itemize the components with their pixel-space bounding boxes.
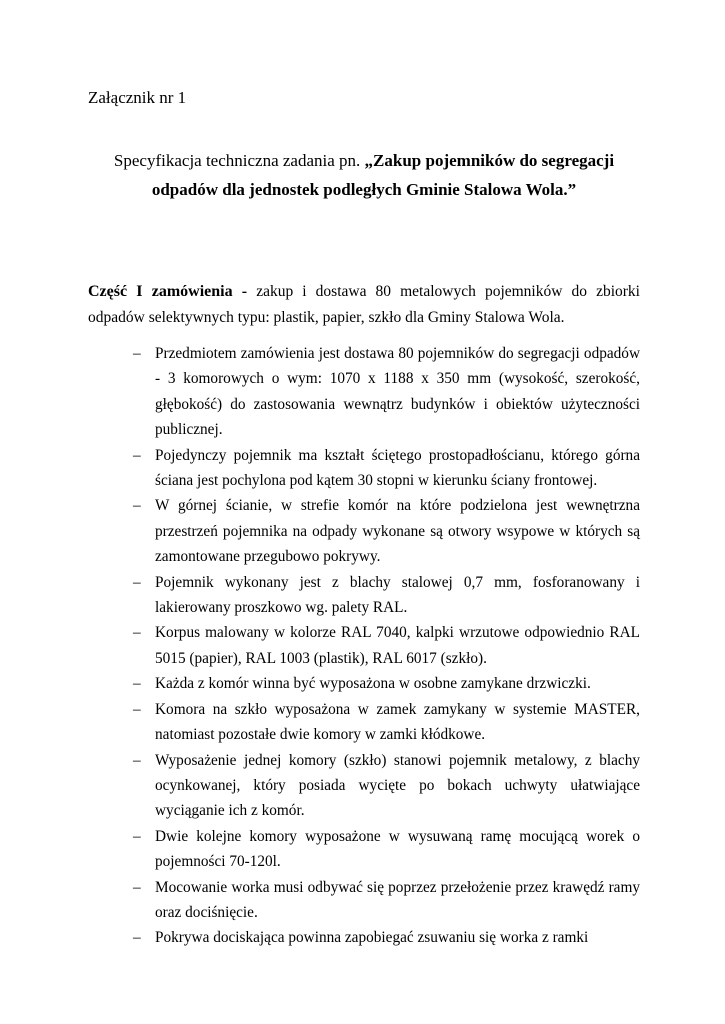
- dash-bullet: –: [133, 878, 141, 896]
- dash-bullet: –: [133, 624, 141, 642]
- dash-bullet: –: [133, 446, 141, 464]
- list-item: [133, 824, 640, 875]
- list-item-text: Pokrywa dociskająca powinna zapobiegać zsuwaniu się worka z ramki: [155, 929, 589, 947]
- list-item: [133, 620, 640, 671]
- dash-bullet: –: [133, 751, 141, 769]
- annex-label: Załącznik nr 1: [88, 88, 187, 107]
- specification-title: [88, 146, 640, 204]
- dash-bullet: –: [133, 700, 141, 718]
- list-item: [133, 341, 640, 443]
- title-bold: „Zakup pojemników do segregacji odpadów dla jednostek podległych Gminie Stalowa Wola.”: [151, 151, 615, 199]
- title-prefix: Specyfikacja techniczna zadania pn.: [113, 151, 365, 170]
- section-intro: [88, 279, 640, 331]
- section-text: zakup i dostawa 80 metalowych pojemników do zbiorki odpadów selektywnych typu: plastik, papier, szkło dla Gminy Stalowa Wola.: [88, 282, 640, 326]
- list-item-text: Korpus malowany w kolorze RAL 7040, kalpki wrzutowe odpowiednio RAL 5015 (papier), RAL 1003 (plastik), RAL 6017 (szkło).: [155, 624, 640, 667]
- list-item-text: Każda z komór winna być wyposażona w osobne zamykane drzwiczki.: [155, 675, 591, 693]
- list-item: [133, 697, 640, 748]
- dash-bullet: –: [133, 675, 141, 693]
- list-item: [133, 925, 640, 950]
- list-item: [133, 493, 640, 569]
- dash-bullet: –: [133, 827, 141, 845]
- dash-bullet: –: [133, 573, 141, 591]
- list-item: [133, 875, 640, 926]
- dash-bullet: –: [133, 497, 141, 515]
- list-item: [133, 443, 640, 494]
- list-item-text: Wyposażenie jednej komory (szkło) stanowi pojemnik metalowy, z blachy ocynkowanej, który posiada wycięte po bokach uchwyty ułatwiające wyciąganie ich z komór.: [155, 751, 640, 820]
- section-heading: Część I zamówienia -: [88, 282, 248, 300]
- list-item: [133, 671, 640, 696]
- specification-list: [133, 341, 640, 951]
- list-item-text: Dwie kolejne komory wyposażone w wysuwaną ramę mocującą worek o pojemności 70-120l.: [155, 827, 640, 871]
- list-item-text: Pojemnik wykonany jest z blachy stalowej 0,7 mm, fosforanowany i lakierowany proszkowo wg. palety RAL.: [155, 573, 640, 617]
- list-item: [133, 570, 640, 621]
- list-item: [133, 748, 640, 824]
- list-item-text: Pojedynczy pojemnik ma kształt ściętego prostopadłościanu, którego górna ściana jest pochylona pod kątem 30 stopni w kierunku ściany frontowej.: [155, 446, 640, 490]
- dash-bullet: –: [133, 929, 141, 947]
- list-item-text: W górnej ścianie, w strefie komór na które podzielona jest wewnętrzna przestrzeń pojemnika na odpady wykonane są otwory wsypowe w których są zamontowane przegubowo pokrywy.: [155, 497, 640, 566]
- dash-bullet: –: [133, 345, 141, 362]
- list-item-text: Komora na szkło wyposażona w zamek zamykany w systemie MASTER, natomiast pozostałe dwie komory w zamki kłódkowe.: [155, 700, 640, 744]
- list-item-text: Mocowanie worka musi odbywać się poprzez przełożenie przez krawędź ramy oraz dociśnięcie.: [155, 878, 640, 921]
- list-item-text: Przedmiotem zamówienia jest dostawa 80 pojemników do segregacji odpadów - 3 komorowych o wym: 1070 x 1188 x 350 mm (wysokość, szerokość, głębokość) do zastosowania wewnątrz budynków i obiektów użyteczności publicznej.: [155, 345, 640, 439]
